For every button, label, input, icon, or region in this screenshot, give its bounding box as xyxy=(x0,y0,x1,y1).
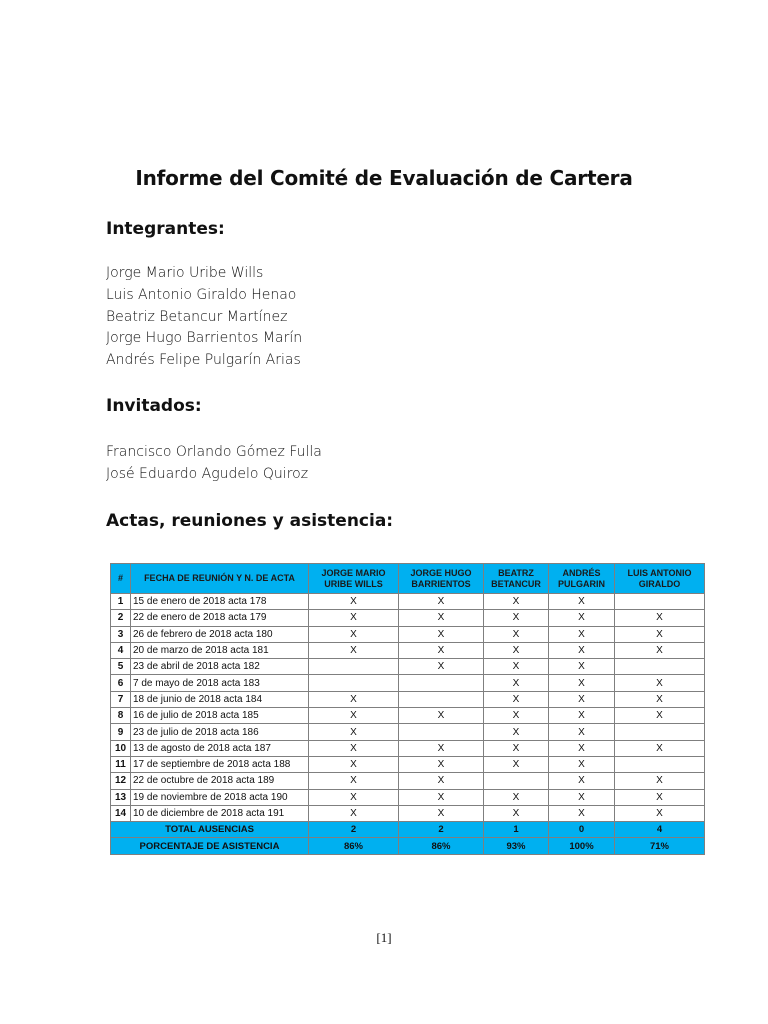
attendance-mark: X xyxy=(615,740,705,756)
attendance-mark: X xyxy=(484,626,549,642)
attendance-mark: X xyxy=(549,724,615,740)
attendance-mark: X xyxy=(399,789,484,805)
attendance-mark: X xyxy=(309,610,399,626)
attendance-mark: X xyxy=(309,789,399,805)
attendance-mark: X xyxy=(309,773,399,789)
meeting-date: 20 de marzo de 2018 acta 181 xyxy=(131,642,309,658)
table-row xyxy=(111,659,705,675)
column-header: JORGE HUGO BARRIENTOS xyxy=(399,564,484,594)
column-header: # xyxy=(111,564,131,594)
row-number: 13 xyxy=(111,789,131,805)
row-number: 6 xyxy=(111,675,131,691)
invitado-name: Francisco Orlando Gómez Fulla xyxy=(106,444,322,460)
table-row xyxy=(111,708,705,724)
percent-value: 86% xyxy=(309,838,399,854)
attendance-mark: X xyxy=(484,691,549,707)
meeting-date: 13 de agosto de 2018 acta 187 xyxy=(131,740,309,756)
attendance-mark: X xyxy=(549,594,615,610)
row-number: 5 xyxy=(111,659,131,675)
invitados-heading: Invitados: xyxy=(106,396,202,416)
attendance-mark: X xyxy=(549,642,615,658)
attendance-mark: X xyxy=(549,708,615,724)
meeting-date: 17 de septiembre de 2018 acta 188 xyxy=(131,756,309,772)
meeting-date: 19 de noviembre de 2018 acta 190 xyxy=(131,789,309,805)
attendance-mark: X xyxy=(549,756,615,772)
percent-value: 93% xyxy=(484,838,549,854)
attendance-mark: X xyxy=(484,659,549,675)
attendance-mark: X xyxy=(309,594,399,610)
attendance-mark: X xyxy=(399,610,484,626)
attendance-mark: X xyxy=(615,691,705,707)
attendance-mark: X xyxy=(309,642,399,658)
attendance-mark: X xyxy=(484,642,549,658)
attendance-mark: X xyxy=(399,773,484,789)
row-number: 4 xyxy=(111,642,131,658)
row-number: 11 xyxy=(111,756,131,772)
meeting-date: 10 de diciembre de 2018 acta 191 xyxy=(131,805,309,821)
attendance-mark: X xyxy=(309,805,399,821)
attendance-mark xyxy=(615,594,705,610)
attendance-mark xyxy=(309,675,399,691)
attendance-mark: X xyxy=(484,675,549,691)
table-row xyxy=(111,691,705,707)
row-number: 7 xyxy=(111,691,131,707)
meeting-date: 22 de octubre de 2018 acta 189 xyxy=(131,773,309,789)
total-value: 1 xyxy=(484,822,549,838)
attendance-mark: X xyxy=(484,805,549,821)
attendance-mark: X xyxy=(399,708,484,724)
attendance-mark xyxy=(615,724,705,740)
row-number: 8 xyxy=(111,708,131,724)
row-number: 10 xyxy=(111,740,131,756)
meeting-date: 26 de febrero de 2018 acta 180 xyxy=(131,626,309,642)
attendance-mark: X xyxy=(549,805,615,821)
attendance-mark: X xyxy=(484,610,549,626)
attendance-mark: X xyxy=(615,675,705,691)
integrante-name: Jorge Hugo Barrientos Marín xyxy=(106,330,303,347)
attendance-mark: X xyxy=(484,789,549,805)
table-row xyxy=(111,626,705,642)
attendance-mark: X xyxy=(484,740,549,756)
integrante-name: Jorge Mario Uribe Wills xyxy=(106,265,264,281)
attendance-mark: X xyxy=(399,642,484,658)
total-absences-row xyxy=(111,822,705,838)
attendance-mark: X xyxy=(615,773,705,789)
table-row xyxy=(111,740,705,756)
attendance-mark: X xyxy=(549,610,615,626)
integrante-name: Andrés Felipe Pulgarín Arias xyxy=(106,352,301,369)
total-absences-label: TOTAL AUSENCIAS xyxy=(111,822,309,838)
total-value: 4 xyxy=(615,822,705,838)
table-row xyxy=(111,594,705,610)
invitados-list xyxy=(106,442,322,486)
attendance-percent-row xyxy=(111,838,705,854)
attendance-mark: X xyxy=(399,594,484,610)
attendance-mark: X xyxy=(484,708,549,724)
meeting-date: 7 de mayo de 2018 acta 183 xyxy=(131,675,309,691)
row-number: 14 xyxy=(111,805,131,821)
table-header-row xyxy=(111,564,705,594)
attendance-mark xyxy=(309,659,399,675)
column-header: BEATRZ BETANCUR xyxy=(484,564,549,594)
attendance-mark: X xyxy=(484,756,549,772)
attendance-mark: X xyxy=(399,626,484,642)
attendance-mark: X xyxy=(615,626,705,642)
attendance-mark: X xyxy=(309,756,399,772)
column-header: FECHA DE REUNIÓN Y N. DE ACTA xyxy=(131,564,309,594)
table-row xyxy=(111,773,705,789)
row-number: 3 xyxy=(111,626,131,642)
total-value: 2 xyxy=(309,822,399,838)
attendance-mark xyxy=(399,675,484,691)
percent-value: 100% xyxy=(549,838,615,854)
total-value: 2 xyxy=(399,822,484,838)
attendance-mark: X xyxy=(484,724,549,740)
attendance-percent-label: PORCENTAJE DE ASISTENCIA xyxy=(111,838,309,854)
page-number: [1] xyxy=(376,930,392,945)
row-number: 2 xyxy=(111,610,131,626)
percent-value: 71% xyxy=(615,838,705,854)
attendance-mark: X xyxy=(549,691,615,707)
table-row xyxy=(111,642,705,658)
column-header: LUIS ANTONIO GIRALDO xyxy=(615,564,705,594)
attendance-mark: X xyxy=(399,659,484,675)
attendance-table xyxy=(110,563,705,855)
row-number: 1 xyxy=(111,594,131,610)
integrantes-heading: Integrantes: xyxy=(106,219,225,239)
attendance-mark: X xyxy=(549,659,615,675)
meeting-date: 15 de enero de 2018 acta 178 xyxy=(131,594,309,610)
attendance-mark: X xyxy=(615,610,705,626)
row-number: 9 xyxy=(111,724,131,740)
table-row xyxy=(111,610,705,626)
attendance-mark: X xyxy=(615,708,705,724)
attendance-mark xyxy=(399,724,484,740)
attendance-mark: X xyxy=(309,724,399,740)
invitado-name: José Eduardo Agudelo Quiroz xyxy=(106,465,309,482)
attendance-mark: X xyxy=(399,756,484,772)
table-row xyxy=(111,756,705,772)
attendance-mark: X xyxy=(399,805,484,821)
attendance-mark: X xyxy=(549,773,615,789)
table-row xyxy=(111,789,705,805)
attendance-mark: X xyxy=(549,789,615,805)
attendance-mark xyxy=(615,659,705,675)
attendance-mark: X xyxy=(615,642,705,658)
document-title: Informe del Comité de Evaluación de Cartera xyxy=(135,166,633,190)
row-number: 12 xyxy=(111,773,131,789)
attendance-mark xyxy=(399,691,484,707)
attendance-mark xyxy=(484,773,549,789)
attendance-mark xyxy=(615,756,705,772)
attendance-mark: X xyxy=(549,626,615,642)
attendance-mark: X xyxy=(309,626,399,642)
meeting-date: 16 de julio de 2018 acta 185 xyxy=(131,708,309,724)
attendance-mark: X xyxy=(309,740,399,756)
integrantes-list xyxy=(106,263,302,372)
meeting-date: 23 de abril de 2018 acta 182 xyxy=(131,659,309,675)
table-row xyxy=(111,675,705,691)
table-row xyxy=(111,805,705,821)
table-row xyxy=(111,724,705,740)
integrante-name: Luis Antonio Giraldo Henao xyxy=(106,286,297,303)
meeting-date: 18 de junio de 2018 acta 184 xyxy=(131,691,309,707)
attendance-mark: X xyxy=(549,675,615,691)
attendance-mark: X xyxy=(484,594,549,610)
actas-heading: Actas, reuniones y asistencia: xyxy=(106,511,394,531)
column-header: ANDRÉS PULGARIN xyxy=(549,564,615,594)
attendance-mark: X xyxy=(309,708,399,724)
meeting-date: 22 de enero de 2018 acta 179 xyxy=(131,610,309,626)
attendance-mark: X xyxy=(399,740,484,756)
percent-value: 86% xyxy=(399,838,484,854)
total-value: 0 xyxy=(549,822,615,838)
attendance-mark: X xyxy=(549,740,615,756)
attendance-mark: X xyxy=(615,789,705,805)
column-header: JORGE MARIO URIBE WILLS xyxy=(309,564,399,594)
attendance-mark: X xyxy=(309,691,399,707)
meeting-date: 23 de julio de 2018 acta 186 xyxy=(131,724,309,740)
attendance-mark: X xyxy=(615,805,705,821)
integrante-name: Beatriz Betancur Martínez xyxy=(106,308,288,325)
